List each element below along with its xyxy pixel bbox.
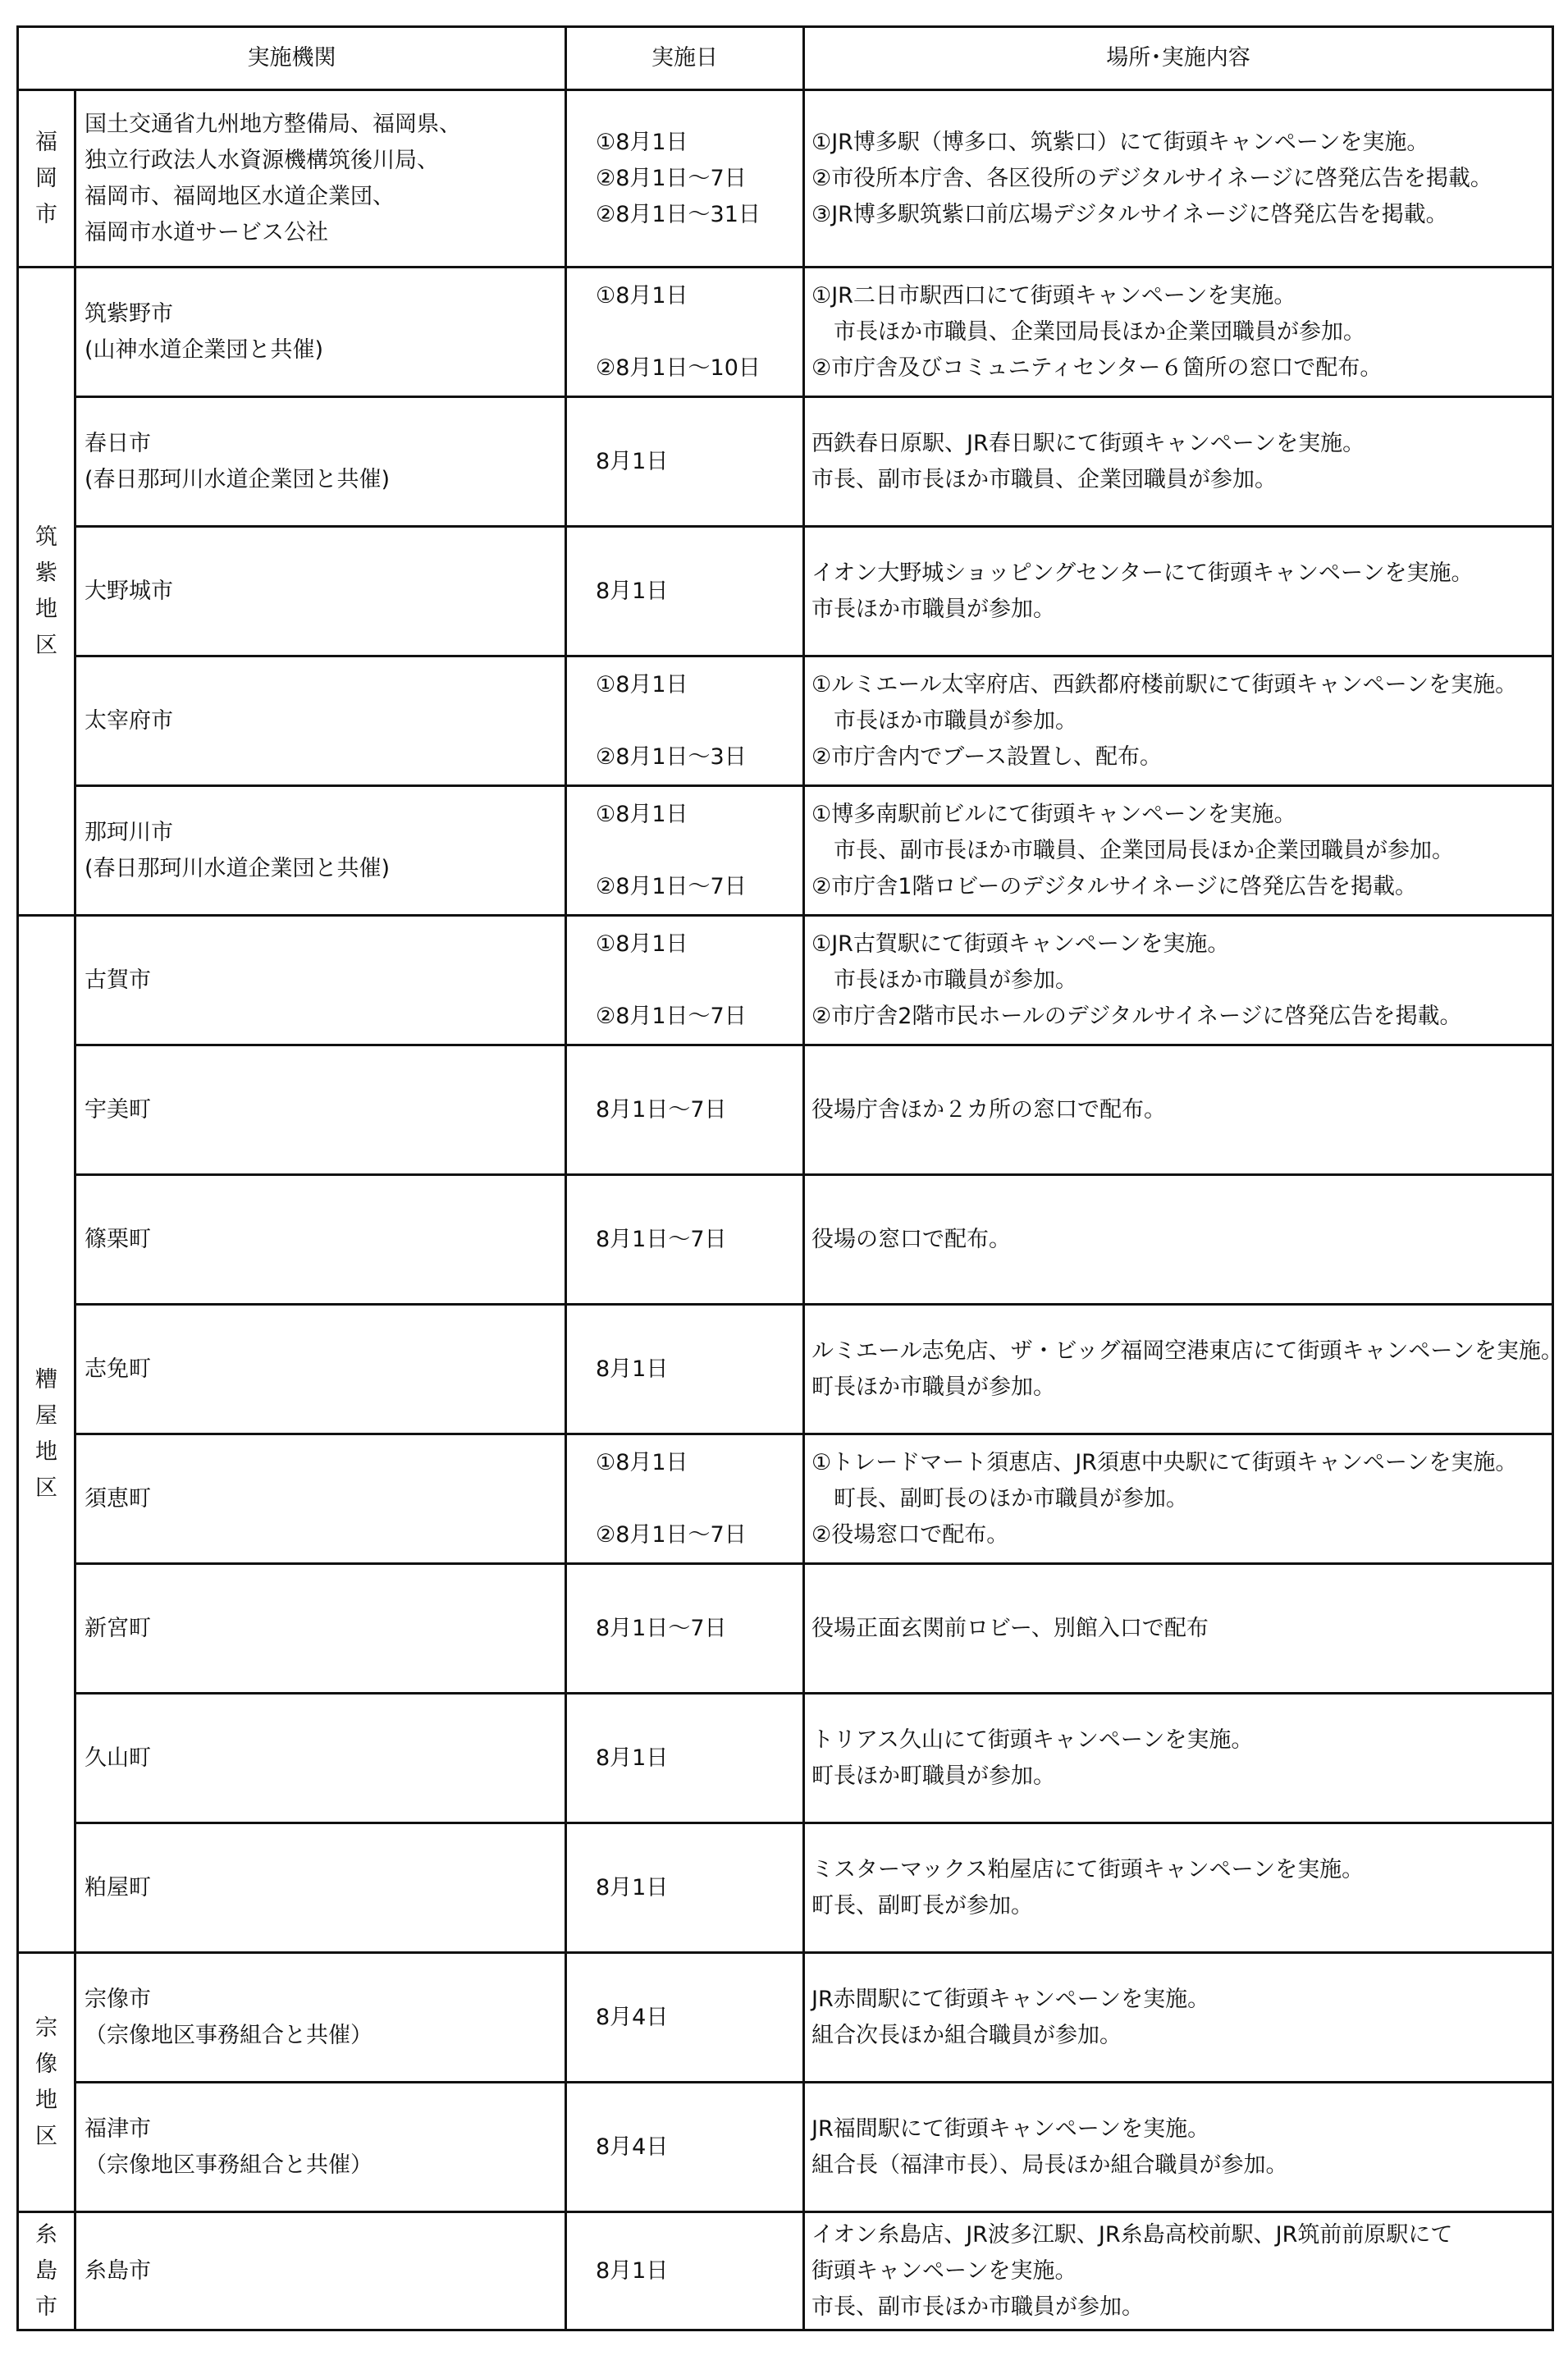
cell-line: 筑 [35,524,57,550]
cell-line: ②市役所本庁舎、各区役所のデジタルサイネージに啓発広告を掲載。 [811,165,1493,191]
campaign-table [16,25,1563,2331]
cell-line: 市 [35,201,57,227]
cell-line: ①8月1日 [596,129,688,155]
table-row [18,1045,1553,1175]
cell-line: 8月1日 [596,1874,669,1900]
cell-line: 区 [35,2123,57,2149]
table-row [18,2083,1553,2212]
header-date: 実施日 [566,27,804,90]
header-row [18,27,1553,90]
content-cell [804,268,1553,397]
org-cell [75,656,566,786]
cell-line: 岡 [35,165,57,191]
table-row [18,1434,1553,1564]
cell-line: 市長ほか市職員が参加。 [811,967,1077,993]
date-cell [566,2212,804,2330]
table-row [18,1175,1553,1305]
table-row [18,90,1553,268]
cell-line: ルミエール志免店、ザ・ビッグ福岡空港東店にて街頭キャンペーンを実施。 [811,1338,1563,1364]
cell-line: ②8月1日～7日 [596,873,747,899]
date-cell [566,1305,804,1434]
content-cell [804,2083,1553,2212]
cell-line: 町長、副町長のほか市職員が参加。 [811,1485,1188,1512]
cell-line [596,833,802,869]
date-cell [566,1953,804,2083]
cell-line: ①8月1日 [596,801,688,827]
cell-line: 糟 [35,1366,57,1393]
cell-line: 8月1日 [596,578,669,604]
org-cell [75,1694,566,1823]
cell-line: 久山町 [85,1745,151,1771]
cell-line: ①8月1日 [596,1449,688,1475]
cell-line: 役場の窓口で配布。 [811,1226,1011,1252]
cell-line: ①ルミエール太宰府店、西鉄都府楼前駅にて街頭キャンペーンを実施。 [811,671,1518,697]
content-cell [804,1953,1553,2083]
cell-line [596,314,802,350]
cell-line: 役場正面玄関前ロビー、別館入口で配布 [811,1615,1209,1641]
org-cell [75,1823,566,1953]
cell-line: ①8月1日 [596,671,688,697]
cell-line: 屋 [35,1402,57,1429]
cell-line: 福岡市水道サービス公社 [85,219,328,245]
cell-line: JR赤間駅にて街頭キャンペーンを実施。 [811,1986,1210,2012]
cell-line: 8月1日～7日 [596,1096,727,1123]
cell-line: ②役場窓口で配布。 [811,1521,1009,1548]
cell-line: イオン糸島店、JR波多江駅、JR糸島高校前駅、JR筑前前原駅にて [811,2221,1453,2248]
date-cell [566,90,804,268]
region-cell [18,268,75,916]
date-cell [566,786,804,916]
cell-line: ①JR二日市駅西口にて街頭キャンペーンを実施。 [811,282,1296,309]
cell-line: 市長ほか市職員、企業団局長ほか企業団職員が参加。 [811,318,1365,345]
cell-line: 宗 [35,2015,57,2041]
region-cell [18,90,75,268]
cell-line: JR福間駅にて街頭キャンペーンを実施。 [811,2115,1210,2142]
table-row [18,1823,1553,1953]
content-cell [804,90,1553,268]
cell-line: 区 [35,1475,57,1501]
table-body [18,90,1563,2330]
cell-line: ②8月1日～3日 [596,743,747,770]
cell-line: 福 [35,129,57,155]
date-cell [566,1823,804,1953]
org-cell [75,786,566,916]
org-cell [75,1953,566,2083]
cell-line: 紫 [35,560,57,586]
cell-line: 春日市 [85,430,151,456]
cell-line [596,1481,802,1517]
cell-line: ②8月1日～10日 [596,354,761,381]
cell-line: 地 [35,2087,57,2113]
cell-line: 町長ほか町職員が参加。 [811,1763,1055,1789]
header-org: 実施機関 [18,27,566,90]
cell-line: 那珂川市 [85,819,173,845]
cell-line: 福津市 [85,2115,151,2142]
table-row [18,1564,1553,1694]
cell-line: 街頭キャンペーンを実施。 [811,2257,1077,2284]
cell-line: ①トレードマート須恵店、JR須恵中央駅にて街頭キャンペーンを実施。 [811,1449,1518,1475]
cell-line: ②市庁舎2階市民ホールのデジタルサイネージに啓発広告を掲載。 [811,1003,1462,1029]
date-cell [566,397,804,527]
content-cell [804,1694,1553,1823]
table-row [18,268,1553,397]
cell-line: トリアス久山にて街頭キャンペーンを実施。 [811,1727,1254,1753]
content-cell [804,1045,1553,1175]
cell-line: イオン大野城ショッピングセンターにて街頭キャンペーンを実施。 [811,560,1474,586]
cell-line: 志免町 [85,1356,151,1382]
cell-line: 地 [35,596,57,622]
cell-line: 地 [35,1438,57,1465]
cell-line: 町長、副町長が参加。 [811,1892,1033,1919]
date-cell [566,1564,804,1694]
cell-line: (春日那珂川水道企業団と共催) [85,466,391,492]
org-cell [75,1305,566,1434]
content-cell [804,1564,1553,1694]
cell-line: ③JR博多駅筑紫口前広場デジタルサイネージに啓発広告を掲載。 [811,201,1448,227]
cell-line: 8月1日 [596,2257,669,2284]
cell-line: (春日那珂川水道企業団と共催) [85,855,391,881]
region-cell [18,1953,75,2212]
cell-line: 役場庁舎ほか２カ所の窓口で配布。 [811,1096,1166,1123]
cell-line: 町長ほか市職員が参加。 [811,1374,1055,1400]
cell-line: 市長ほか市職員が参加。 [811,707,1077,734]
table-row [18,656,1553,786]
cell-line: 宇美町 [85,1096,151,1123]
cell-line: 独立行政法人水資源機構筑後川局、 [85,147,439,173]
cell-line: 市長、副市長ほか市職員が参加。 [811,2294,1144,2320]
cell-line: 8月4日 [596,2004,669,2030]
cell-line: 像 [35,2051,57,2077]
cell-line: 区 [35,632,57,658]
org-cell [75,2212,566,2330]
cell-line: 市長、副市長ほか市職員、企業団職員が参加。 [811,466,1277,492]
table-row [18,1305,1553,1434]
cell-line: 大野城市 [85,578,173,604]
cell-line: 市長ほか市職員が参加。 [811,596,1055,622]
cell-line: ②市庁舎及びコミュニティセンター６箇所の窓口で配布。 [811,354,1383,381]
org-cell [75,916,566,1045]
cell-line: ②8月1日～31日 [596,201,761,227]
cell-line: 8月1日～7日 [596,1226,727,1252]
cell-line: 糸 [35,2221,57,2248]
cell-line: 筑紫野市 [85,300,173,327]
org-cell [75,1564,566,1694]
table-row [18,916,1553,1045]
date-cell [566,2083,804,2212]
cell-line: 8月1日 [596,1356,669,1382]
cell-line: 西鉄春日原駅、JR春日駅にて街頭キャンペーンを実施。 [811,430,1365,456]
table-row [18,527,1553,656]
table-row [18,786,1553,916]
cell-line [596,703,802,739]
date-cell [566,527,804,656]
date-cell [566,1045,804,1175]
cell-line: （宗像地区事務組合と共催） [85,2022,373,2048]
region-cell [18,2212,75,2330]
cell-line: 組合長（福津市長）、局長ほか組合職員が参加。 [811,2152,1288,2178]
cell-line: ②市庁舎1階ロビーのデジタルサイネージに啓発広告を掲載。 [811,873,1417,899]
cell-line: 福岡市、福岡地区水道企業団、 [85,183,395,209]
cell-line: 市 [35,2294,57,2320]
table-row [18,1953,1553,2083]
header-content: 場所･実施内容 [804,27,1553,90]
cell-line: 篠栗町 [85,1226,151,1252]
org-cell [75,527,566,656]
org-cell [75,1045,566,1175]
org-cell [75,90,566,268]
cell-line: ミスターマックス粕屋店にて街頭キャンペーンを実施。 [811,1856,1365,1882]
content-cell [804,916,1553,1045]
cell-line: 国土交通省九州地方整備局、福岡県、 [85,111,461,137]
cell-line: 島 [35,2257,57,2284]
date-cell [566,656,804,786]
region-cell [18,916,75,1953]
org-cell [75,2083,566,2212]
cell-line: ①JR古賀駅にて街頭キャンペーンを実施。 [811,931,1230,957]
cell-line: 市長、副市長ほか市職員、企業団局長ほか企業団職員が参加。 [811,837,1454,863]
org-cell [75,397,566,527]
cell-line: (山神水道企業団と共催) [85,336,324,363]
cell-line: 8月1日 [596,1745,669,1771]
cell-line: 古賀市 [85,967,151,993]
cell-line: 8月4日 [596,2134,669,2160]
cell-line: ①JR博多駅（博多口、筑紫口）にて街頭キャンペーンを実施。 [811,129,1429,155]
cell-line: 組合次長ほか組合職員が参加。 [811,2022,1122,2048]
cell-line: ②8月1日～7日 [596,165,747,191]
cell-line: ①8月1日 [596,931,688,957]
cell-line: 8月1日～7日 [596,1615,727,1641]
cell-line [596,963,802,999]
cell-line: ②市庁舎内でブース設置し、配布。 [811,743,1163,770]
cell-line: 新宮町 [85,1615,151,1641]
date-cell [566,916,804,1045]
org-cell [75,1434,566,1564]
org-cell [75,1175,566,1305]
content-cell [804,1434,1553,1564]
content-cell [804,1823,1553,1953]
content-cell [804,786,1553,916]
content-cell [804,2212,1553,2330]
cell-line: 太宰府市 [85,707,173,734]
cell-line: 宗像市 [85,1986,151,2012]
cell-line: ②8月1日～7日 [596,1521,747,1548]
content-cell [804,656,1553,786]
cell-line: ②8月1日～7日 [596,1003,747,1029]
content-cell [804,1175,1553,1305]
table-row [18,1694,1553,1823]
content-cell [804,397,1553,527]
cell-line: 須恵町 [85,1485,151,1512]
date-cell [566,1434,804,1564]
cell-line: 粕屋町 [85,1874,151,1900]
content-cell [804,1305,1563,1434]
org-cell [75,268,566,397]
date-cell [566,1175,804,1305]
cell-line: （宗像地区事務組合と共催） [85,2152,373,2178]
content-cell [804,527,1553,656]
cell-line: 糸島市 [85,2257,151,2284]
table-row [18,2212,1553,2330]
date-cell [566,1694,804,1823]
cell-line: ①博多南駅前ビルにて街頭キャンペーンを実施。 [811,801,1296,827]
cell-line: ①8月1日 [596,282,688,309]
date-cell [566,268,804,397]
cell-line: 8月1日 [596,448,669,474]
table-row [18,397,1553,527]
